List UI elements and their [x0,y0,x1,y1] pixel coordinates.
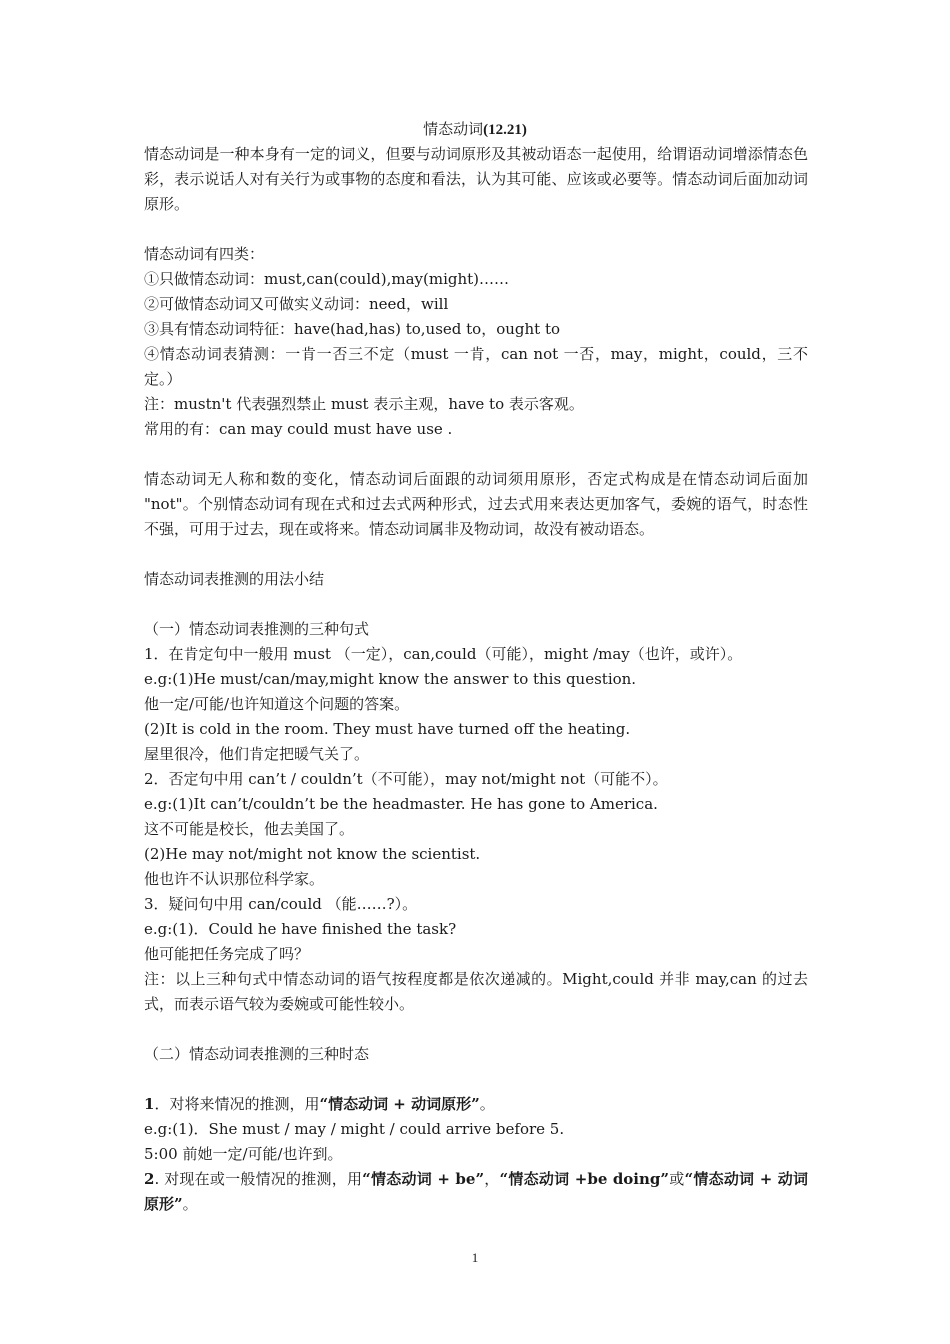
item-formula: “情态动词 + 动词原形” [144,1170,808,1213]
type-1: ①只做情态动词：must,can(could),may(might)…… [144,270,510,288]
item-text: 。 [479,1095,495,1113]
item-text: 。 [182,1195,198,1213]
example-line: e.g:(1)．Could he have finished the task? [144,920,457,938]
item-formula: “情态动词 + be” [362,1170,485,1188]
blank-line [144,1067,808,1092]
note-mustnt: 注：mustn't 代表强烈禁止 must 表示主观，have to 表示客观。 [144,395,584,413]
type-4: ④情态动词表猜测：一肯一否三不定（must 一肯，can not 一否，may，might，could，三不定。） [144,345,808,388]
item-text: 或 [669,1170,685,1188]
section-2-item-1 [144,1092,808,1117]
type-2: ②可做情态动词又可做实义动词：need，will [144,295,449,313]
example-translation: 他也许不认识那位科学家。 [144,870,325,888]
blank-line [144,592,808,617]
example-translation: 屋里很冷，他们肯定把暖气关了。 [144,745,370,763]
summary-title: 情态动词表推测的用法小结 [144,570,325,588]
section-1-item-3: 3．疑问句中用 can/could （能……?）。 [144,895,418,913]
page-title [0,119,950,140]
blank-line [144,442,808,467]
item-number: 2 [144,1170,155,1188]
item-text: ， [484,1170,500,1188]
item-text: . 对现在或一般情况的推测，用 [154,1170,363,1188]
item-number: 1 [144,1095,155,1113]
example-line: e.g:(1)．She must / may / might / could arrive before 5. [144,1120,565,1138]
section-2-title: （二）情态动词表推测的三种时态 [144,1045,370,1063]
example-line: e.g:(1)He must/can/may,might know the answer to this question. [144,670,637,688]
blank-line [144,217,808,242]
example-translation: 这不可能是校长，他去美国了。 [144,820,355,838]
document-body [144,142,808,1217]
no-person-paragraph: 情态动词无人称和数的变化，情态动词后面跟的动词须用原形，否定式构成是在情态动词后面加 "not"。个别情态动词有现在式和过去式两种形式，过去式用来表达更加客气，委婉的语气，时态性不强，可用于过去，现在或将来。情态动词属非及物动词，故没有被动语态。 [144,470,808,538]
section-1-item-2: 2．否定句中用 can’t / couldn’t（不可能），may not/might not（可能不）。 [144,770,668,788]
section-1-item-1: 1．在肯定句中一般用 must （一定），can,could（可能），might /may（也许，或许）。 [144,645,743,663]
blank-line [144,1017,808,1042]
intro-paragraph: 情态动词是一种本身有一定的词义，但要与动词原形及其被动语态一起使用，给谓语动词增添情态色彩，表示说话人对有关行为或事物的态度和看法，认为其可能、应该或必要等。情态动词后面加动词原形。 [144,145,808,213]
section-2-item-2 [144,1167,808,1217]
example-translation: 他可能把任务完成了吗？ [144,945,310,963]
example-line: (2)He may not/might not know the scientist. [144,845,481,863]
example-translation: 5:00 前她一定/可能/也许到。 [144,1145,343,1163]
item-text: ．对将来情况的推测，用 [154,1095,320,1113]
section-1-title: （一）情态动词表推测的三种句式 [144,620,370,638]
note-degree: 注：以上三种句式中情态动词的语气按程度都是依次递减的。Might,could 并非 may,can 的过去式，而表示语气较为委婉或可能性较小。 [144,970,808,1013]
page-number: 1 [471,1250,479,1265]
example-translation: 他一定/可能/也许知道这个问题的答案。 [144,695,410,713]
title-date: (12.21) [483,122,527,138]
blank-line [144,542,808,567]
item-formula: “情态动词 +be doing” [499,1170,670,1188]
type-3: ③具有情态动词特征：have(had,has) to,used to，ought to [144,320,561,338]
common-modals: 常用的有：can may could must have use . [144,420,453,438]
item-formula: “情态动词 + 动词原形” [319,1095,480,1113]
example-line: e.g:(1)It can’t/couldn’t be the headmaster. He has gone to America. [144,795,658,813]
four-types-heading: 情态动词有四类： [144,245,265,263]
example-line: (2)It is cold in the room. They must have turned off the heating. [144,720,631,738]
title-main: 情态动词 [423,120,484,138]
